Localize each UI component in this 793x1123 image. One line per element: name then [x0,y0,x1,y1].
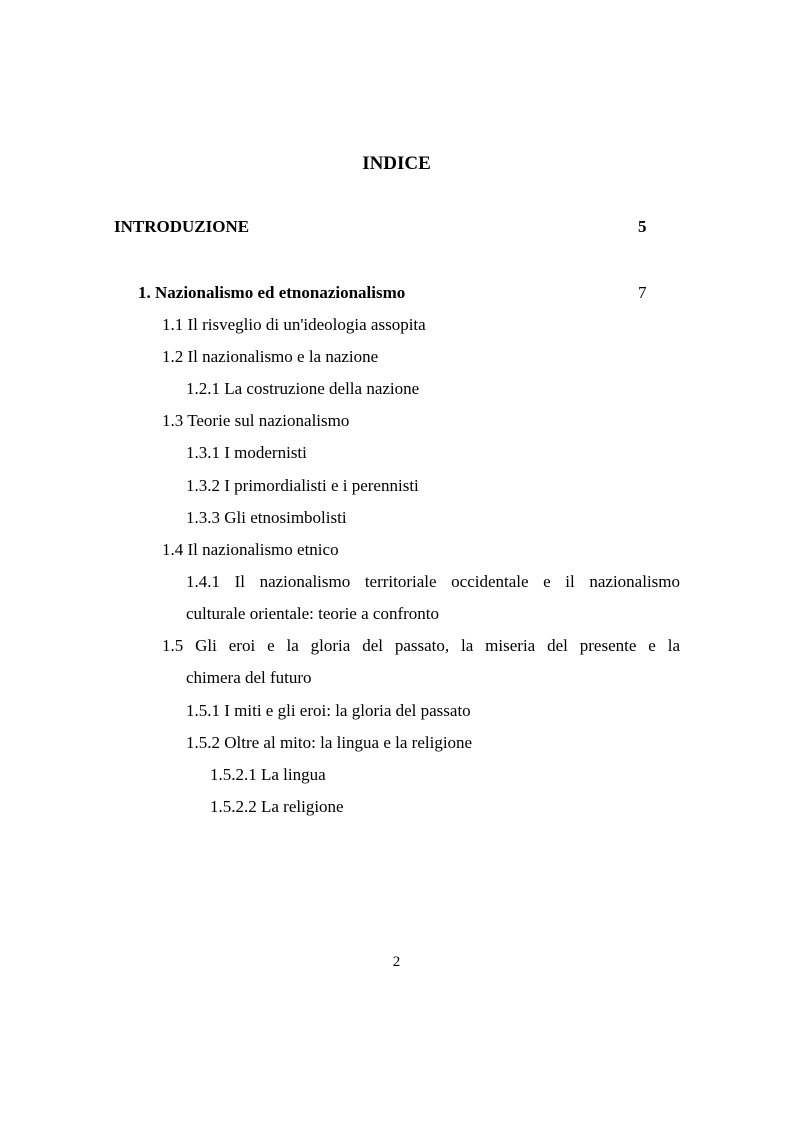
toc-entry-1-4: 1.4 Il nazionalismo etnico [162,540,339,559]
toc-page-chapter-1: 7 [638,283,647,302]
toc-entry-1-5-1: 1.5.1 I miti e gli eroi: la gloria del passato [186,701,471,720]
toc-entry-introduction: INTRODUZIONE [114,217,250,236]
toc-entry-1-3-1: 1.3.1 I modernisti [186,443,307,462]
page-title: INDICE [362,153,431,174]
toc-entry-1-5-2: 1.5.2 Oltre al mito: la lingua e la religione [186,733,473,752]
toc-entry-1-3-3: 1.3.3 Gli etnosimbolisti [186,508,347,527]
toc-entry-1-3: 1.3 Teorie sul nazionalismo [162,411,350,430]
toc-entry-1-2-1: 1.2.1 La costruzione della nazione [186,379,420,398]
toc-entry-1-4-1-line2: culturale orientale: teorie a confronto [186,604,439,623]
page-number: 2 [392,954,401,970]
toc-entry-1-4-1-line1: 1.4.1 Il nazionalismo territoriale occidentale e il nazionalismo [186,572,680,591]
toc-entry-1-5-2-2: 1.5.2.2 La religione [210,797,344,816]
toc-entry-1-5-line1: 1.5 Gli eroi e la gloria del passato, la miseria del presente e la [162,636,680,655]
toc-entry-1-1: 1.1 Il risveglio di un'ideologia assopita [162,315,426,334]
toc-entry-1-5-2-1: 1.5.2.1 La lingua [210,765,326,784]
toc-entry-1-3-2: 1.3.2 I primordialisti e i perennisti [186,476,419,495]
toc-entry-1-2: 1.2 Il nazionalismo e la nazione [162,347,379,366]
toc-entry-chapter-1: 1. Nazionalismo ed etnonazionalismo [138,283,406,302]
toc-page-introduction: 5 [638,217,647,236]
toc-entry-1-5-line2: chimera del futuro [186,668,312,687]
